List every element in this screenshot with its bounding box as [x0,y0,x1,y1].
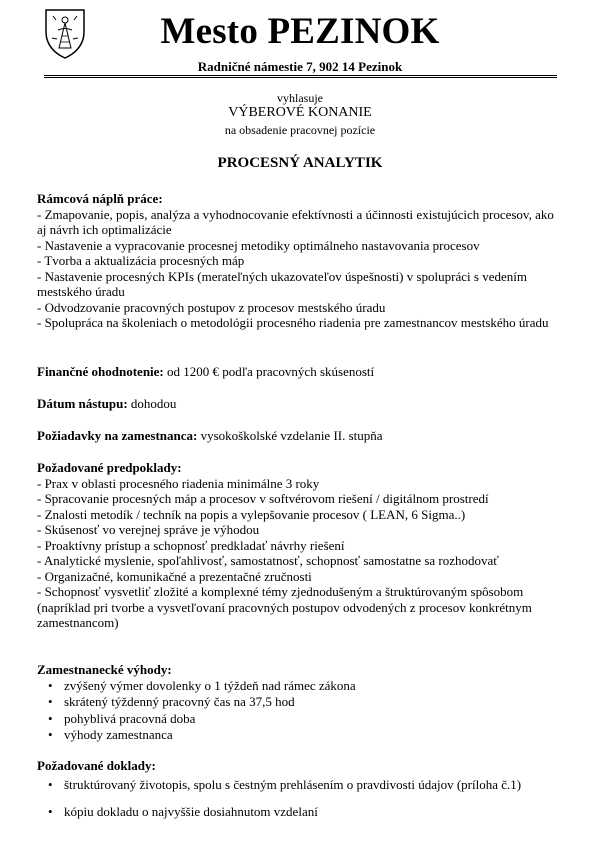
start-date-label: Dátum nástupu: [37,396,128,411]
list-item: - Proaktívny prístup a schopnosť predkladať návrhy riešení [37,537,345,553]
prerequisites-section [37,460,557,631]
list-item: - Organizačné, komunikačné a prezentačné zručnosti [37,568,312,584]
list-item: - Prax v oblasti procesného riadenia minimálne 3 roky [37,475,320,491]
requirements-line [37,428,557,444]
list-item: - Spolupráca na školeniach o metodológii procesného riadenia pre zamestnancov mestského úradu [37,315,549,330]
selection-procedure-title: VÝBEROVÉ KONANIE [228,105,372,120]
purpose-text: na obsadenie pracovnej pozície [224,123,376,137]
list-item: - Znalosti metodík / techník na popis a vylepšovanie procesov ( LEAN, 6 Sigma..) [37,506,466,522]
documents-section [37,758,557,822]
list-item: - Tvorba a aktualizácia procesných máp [37,253,245,268]
header-divider [44,75,557,76]
list-item: • štruktúrovaný životopis, spolu s čestným prehlásením o pravdivosti údajov (príloha č.1) [37,774,557,795]
benefits-section [37,662,557,744]
list-item: • skrátený týždenný pracovný čas na 37,5 hod [37,694,557,711]
list-item: - Skúsenosť vo verejnej správe je výhodou [37,522,260,537]
job-scope-section [37,191,557,331]
list-item: - Odvodzovanie pracovných postupov z procesov mestského úradu [37,299,386,315]
header-divider-double [44,77,557,78]
start-date-line [37,396,557,412]
list-item: • zvýšený výmer dovolenky o 1 týždeň nad rámec zákona [37,678,557,695]
page-title: Mesto PEZINOK [160,11,440,52]
announces-text: vyhlasuje [277,91,323,105]
list-item: - Schopnosť vysvetliť zložité a komplexné témy zjednodušeným a štruktúrovaným spôsobom (napríklad pri tvorbe a vysvetľovaní pracovných postupov odvodených z procesov konkrétnym zamestnancom) [37,584,532,630]
list-item: • kópiu dokladu o najvyššie dosiahnutom vzdelaní [37,801,557,822]
list-item: • pohyblivá pracovná doba [37,711,557,728]
prerequisites-label: Požadované predpoklady: [37,460,182,475]
benefits-list [37,678,557,744]
start-date-value: dohodou [127,396,177,411]
requirements-label: Požiadavky na zamestnanca: [37,428,198,443]
list-item: - Zmapovanie, popis, analýza a vyhodnocovanie efektívnosti a účinnosti existujúcich procesov, ako aj návrh ich optimalizácie [37,206,554,237]
list-item: - Nastavenie procesných KPIs (merateľných ukazovateľov úspešnosti) v spolupráci s vedením mestského úradu [37,268,527,299]
salary-value: od 1200 € podľa pracovných skúseností [163,364,375,379]
documents-list [37,774,557,822]
salary-line [37,364,557,380]
position-title: PROCESNÝ ANALYTIK [217,155,383,171]
list-item: • výhody zamestnanca [37,727,557,744]
list-item: - Nastavenie a vypracovanie procesnej metodiky optimálneho nastavovania procesov [37,237,480,253]
benefits-label: Zamestnanecké výhody: [37,662,172,677]
salary-label: Finančné ohodnotenie: [37,364,164,379]
documents-label: Požadované doklady: [37,758,156,773]
list-item: - Spracovanie procesných máp a procesov v softvérovom riešení / digitálnom prostredí [37,491,489,506]
city-address: Radničné námestie 7, 902 14 Pezinok [197,59,403,74]
job-scope-label: Rámcová náplň práce: [37,191,163,206]
list-item: - Analytické myslenie, spoľahlivosť, samostatnosť, schopnosť samostatne sa rozhodovať [37,553,499,568]
requirements-value: vysokoškolské vzdelanie II. stupňa [197,428,383,443]
